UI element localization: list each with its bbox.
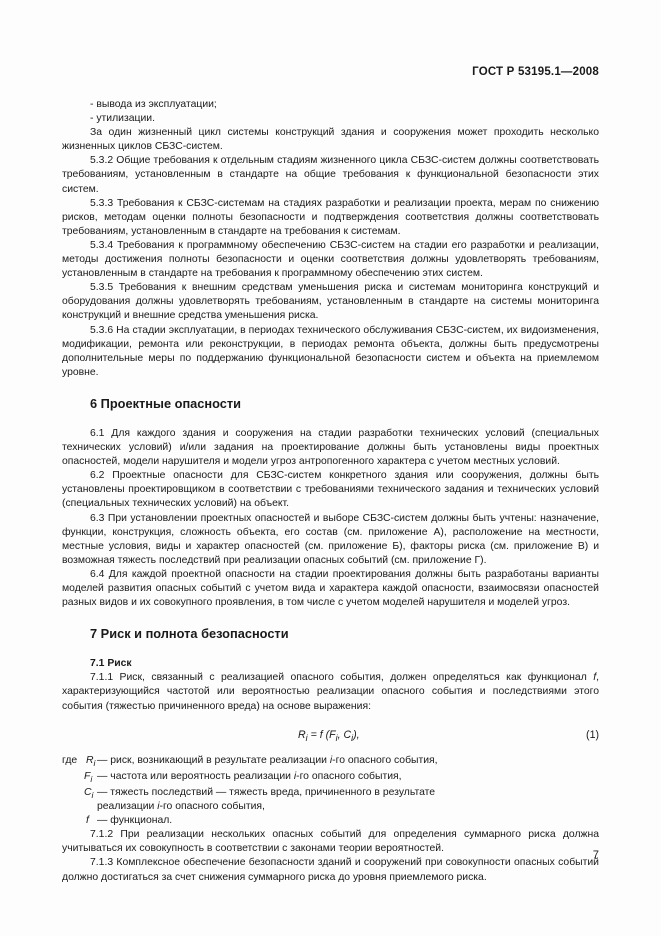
- desc-pre: — функционал.: [97, 815, 173, 827]
- desc-index: i: [293, 770, 297, 782]
- document-code-header: ГОСТ Р 53195.1—2008: [472, 66, 599, 78]
- paragraph-7-1-1: [62, 671, 599, 713]
- paragraph-5-3-3: 5.3.3 Требования к СБЗС-системам на стадиях разработки и реализации проекта, мерам по снижению рисков, методам оценки полноты безопасности и подтверждения соответствия должны соответствовать требованиям, установленным в стандарте на требования к системам.: [62, 197, 599, 237]
- formula-c-sub: i: [351, 732, 354, 743]
- where-symbol: [62, 814, 97, 828]
- formula-number: (1): [586, 728, 599, 741]
- formula-f-sub: i: [335, 732, 338, 743]
- desc-pre: — частота или вероятность реализации: [97, 770, 294, 782]
- section-6-heading: 6 Проектные опасности: [90, 395, 242, 411]
- where-description: [97, 754, 599, 770]
- desc-pre: — тяжесть последствий — тяжесть вреда, причиненного в результате реализации: [97, 787, 436, 813]
- paragraph: За один жизненный цикл системы конструкций здания и сооружения может проходить несколько жизненных циклов СБЗС-систем.: [62, 127, 599, 153]
- where-item: [62, 786, 599, 814]
- list-item: - вывода из эксплуатации;: [90, 99, 217, 110]
- paragraph-5-3-5: 5.3.5 Требования к внешним средствам уменьшения риска и системам мониторинга конструкций и оборудования должны удовлетворять требованиям, установленным в стандарте на системы мониторинга конструкций и внешние средства уменьшения риска.: [62, 282, 599, 322]
- paragraph-7-1-3: 7.1.3 Комплексное обеспечение безопасности зданий и сооружений при совокупности опасных событий должно достигаться за счет снижения суммарного риска до уровня приемлемого риска.: [62, 857, 599, 883]
- where-description: [97, 814, 599, 828]
- where-symbol: [78, 754, 97, 770]
- formula-expression: [298, 728, 360, 745]
- desc-post: -го опасного события,: [296, 770, 402, 782]
- formula-mid: = f (F: [307, 728, 336, 741]
- paragraph-6-1: 6.1 Для каждого здания и сооружения на стадии разработки технических условий (специальных технических условий) и/или задания на проектирование должны быть установлены виды проектных опасностей, модели нарушителя и модели угроз антропогенного характера с учетом местных условий.: [62, 427, 599, 468]
- paragraph-6-4: 6.4 Для каждой проектной опасности на стадии проектирования должны быть разработаны варианты моделей развития опасных событий с учетом вида и характера каждой опасности, взаимосвязи опасностей разных видов и их совокупного проявления, в том числе с учетом моделей нарушителя и моделей угроз.: [62, 568, 599, 609]
- symbol: f: [86, 815, 89, 827]
- symbol-sub: i: [91, 790, 94, 801]
- desc-post: -го опасного события,: [332, 754, 438, 766]
- desc-index: i: [157, 801, 160, 813]
- symbol: C: [84, 787, 92, 798]
- formula-lhs-sub: i: [305, 732, 308, 743]
- subsection-7-1-heading: 7.1 Риск: [90, 658, 132, 670]
- list-item: - утилизации.: [90, 113, 155, 125]
- functional-symbol: f: [593, 672, 597, 684]
- paragraph-7-1-1-prefix: 7.1.1 Риск, связанный с реализацией опасного события, должен определяться как функционал: [90, 672, 594, 684]
- desc-index: i: [329, 754, 333, 766]
- paragraph-6-3: 6.3 При установлении проектных опасностей и выборе СБЗС-систем должны быть учтены: назначение, функции, конструкция, сложность объекта, его состав (см. приложение А), расположение на местности, местные условия, виды и характер опасностей (см. приложение Б), факторы риска (см. приложение В) и возможная тяжесть последствий при реализации опасных событий (см. приложение Г).: [62, 512, 599, 566]
- paragraph-7-1-2: 7.1.2 При реализации нескольких опасных событий для определения суммарного риска должна учитываться их совокупность в соответствии с законами теории вероятностей.: [62, 829, 599, 855]
- symbol: R: [86, 754, 94, 766]
- formula-c: , C: [337, 728, 352, 741]
- formula-lhs: R: [298, 728, 306, 741]
- where-item: [62, 754, 599, 770]
- paragraph-5-3-6: 5.3.6 На стадии эксплуатации, в периодах технического обслуживания СБЗС-систем, их видоизменения, модификации, ремонта или реконструкции, в периодах ремонта объекта, должны быть предусмотрены дополнительные меры по поддержанию функциональной безопасности систем и объекта на приемлемом уровне.: [62, 324, 599, 378]
- desc-post: -го опасного события,: [159, 801, 265, 813]
- where-symbol: [62, 786, 97, 814]
- where-item: [62, 814, 599, 828]
- symbol-sub: i: [90, 773, 93, 784]
- where-description: [97, 786, 599, 814]
- paragraph-5-3-2: 5.3.2 Общие требования к отдельным стадиям жизненного цикла СБЗС-систем должны соответствовать требованиям, установленным в стандарте на общие требования к функциональной безопасности этих систем.: [62, 155, 599, 195]
- where-item: [62, 770, 599, 786]
- page-body: [62, 98, 599, 885]
- desc-pre: — риск, возникающий в результате реализации: [97, 754, 330, 766]
- where-description: [97, 770, 599, 786]
- symbol-sub: i: [93, 757, 96, 768]
- formula-1: [62, 726, 599, 744]
- paragraph-7-1-1-rest: , характеризующийся частотой или вероятностью реализации опасного события и последствиями этого события (тяжестью причиненного вреда) на основе выражения:: [62, 672, 599, 712]
- symbol: F: [84, 770, 91, 782]
- page-number: 7: [592, 849, 599, 861]
- formula-end: ),: [353, 728, 360, 741]
- where-label: где: [62, 754, 78, 766]
- where-symbol: [62, 770, 97, 786]
- section-7-heading: 7 Риск и полнота безопасности: [90, 626, 289, 642]
- paragraph-6-2: 6.2 Проектные опасности для СБЗС-систем конкретного здания или сооружения, должны быть установлены проектировщиком в соответствии с требованиями технического задания и технических условий (специальных технических условий) на объект.: [62, 470, 599, 510]
- paragraph-5-3-4: 5.3.4 Требования к программному обеспечению СБЗС-систем на стадии его разработки и реализации, методы достижения полноты безопасности и оценки соответствия должны удовлетворять требованиям, установленным в стандарте на требования к программному обеспечению этих систем.: [62, 239, 599, 280]
